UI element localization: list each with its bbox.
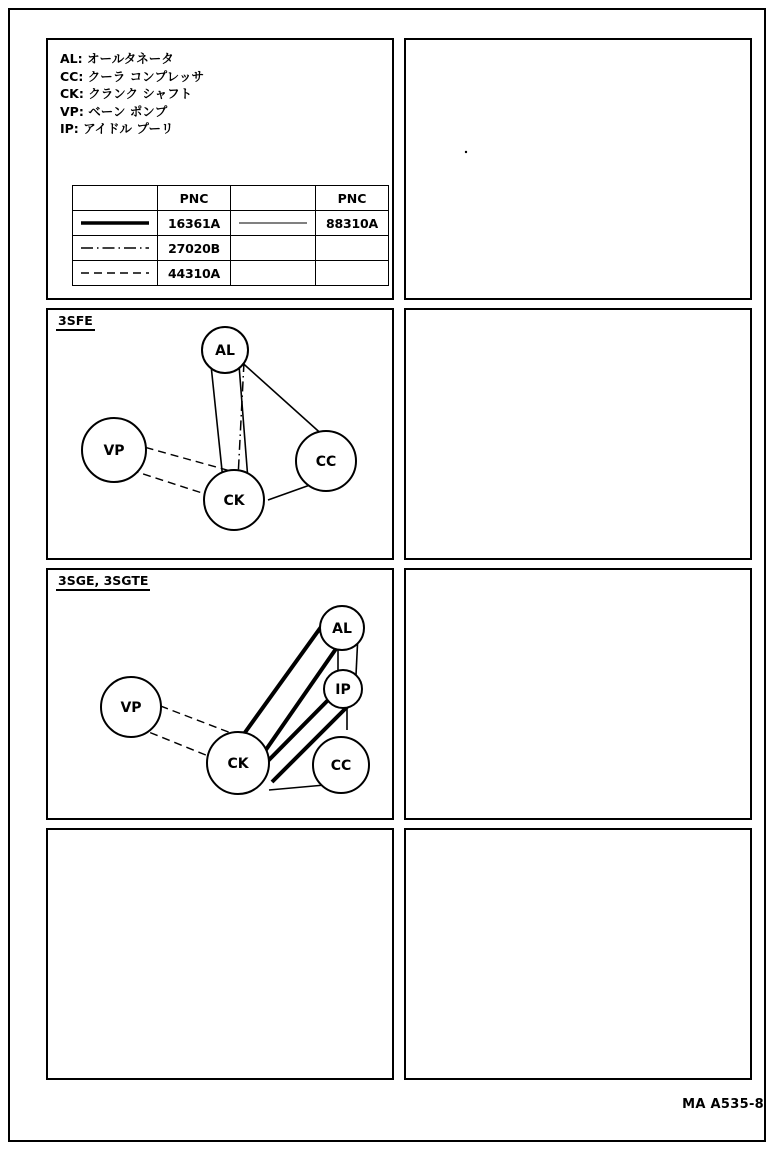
abbrev-code: IP:	[60, 121, 79, 136]
line-sample-solid-thin	[231, 211, 316, 236]
abbrev-text: クランク シャフト	[88, 86, 193, 101]
panel-title-3sge: 3SGE, 3SGTE	[56, 574, 150, 591]
solid-thick-line-icon	[79, 216, 151, 230]
empty-panel-top-right	[404, 38, 752, 300]
header-line-left	[73, 186, 158, 211]
abbreviation-item	[60, 103, 204, 121]
dashed-line-icon	[79, 266, 151, 280]
dash-dot-line-icon	[79, 241, 151, 255]
abbreviation-item	[60, 85, 204, 103]
abbrev-code: AL:	[60, 51, 83, 66]
header-pnc-left: PNC	[158, 186, 231, 211]
table-row	[73, 236, 389, 261]
abbrev-code: VP:	[60, 103, 84, 119]
legend-table	[72, 185, 389, 286]
abbreviation-item	[60, 120, 204, 138]
empty-panel-bottom-right	[404, 828, 752, 1080]
belt-routing-diagram-3sge	[48, 570, 392, 818]
pnc-value: 88310A	[316, 211, 389, 236]
empty-cell	[231, 261, 316, 286]
empty-panel-lower-right	[404, 568, 752, 820]
abbreviation-list	[60, 50, 204, 138]
abbrev-text: アイドル プーリ	[83, 121, 174, 136]
legend-panel	[46, 38, 394, 300]
abbrev-text: クーラ コンプレッサ	[87, 68, 204, 84]
line-sample-solid-thick	[73, 211, 158, 236]
table-row	[73, 261, 389, 286]
pulley-label-vp: VP	[120, 700, 142, 716]
pulley-label-al: AL	[215, 343, 235, 359]
panel-title-3sfe: 3SFE	[56, 314, 95, 331]
diagram-panel-3sfe	[46, 308, 394, 560]
header-pnc-right: PNC	[316, 186, 389, 211]
abbreviation-item	[60, 50, 204, 68]
pulley-label-vp: VP	[103, 443, 125, 459]
abbrev-text: オールタネータ	[87, 51, 174, 66]
abbrev-code: CK:	[60, 86, 84, 101]
diagram-panel-3sge	[46, 568, 394, 820]
empty-panel-bottom-left	[46, 828, 394, 1080]
pulley-label-cc: CC	[330, 758, 352, 774]
pulley-label-al: AL	[332, 621, 352, 637]
pulley-label-ip: IP	[335, 682, 351, 698]
pnc-value: 27020B	[158, 236, 231, 261]
line-sample-dash-dot	[73, 236, 158, 261]
pulley-label-cc: CC	[315, 454, 337, 470]
pulley-label-ck: CK	[223, 493, 245, 509]
pulley-label-ck: CK	[227, 756, 249, 772]
line-sample-dashed	[73, 261, 158, 286]
empty-panel-middle-right	[404, 308, 752, 560]
footer-document-code: MA A535-8	[682, 1097, 764, 1112]
pnc-value: 16361A	[158, 211, 231, 236]
table-row	[73, 211, 389, 236]
empty-cell	[231, 236, 316, 261]
abbrev-code: CC:	[60, 68, 84, 84]
panel-dot-mark	[406, 40, 750, 298]
pnc-value: 44310A	[158, 261, 231, 286]
solid-thin-line-icon	[237, 216, 309, 230]
header-line-right	[231, 186, 316, 211]
pnc-value	[316, 261, 389, 286]
table-header-row	[73, 186, 389, 211]
abbreviation-item	[60, 68, 204, 86]
abbrev-text: ベーン ポンプ	[88, 103, 168, 119]
pnc-value	[316, 236, 389, 261]
belt-routing-diagram-3sfe	[48, 310, 392, 558]
